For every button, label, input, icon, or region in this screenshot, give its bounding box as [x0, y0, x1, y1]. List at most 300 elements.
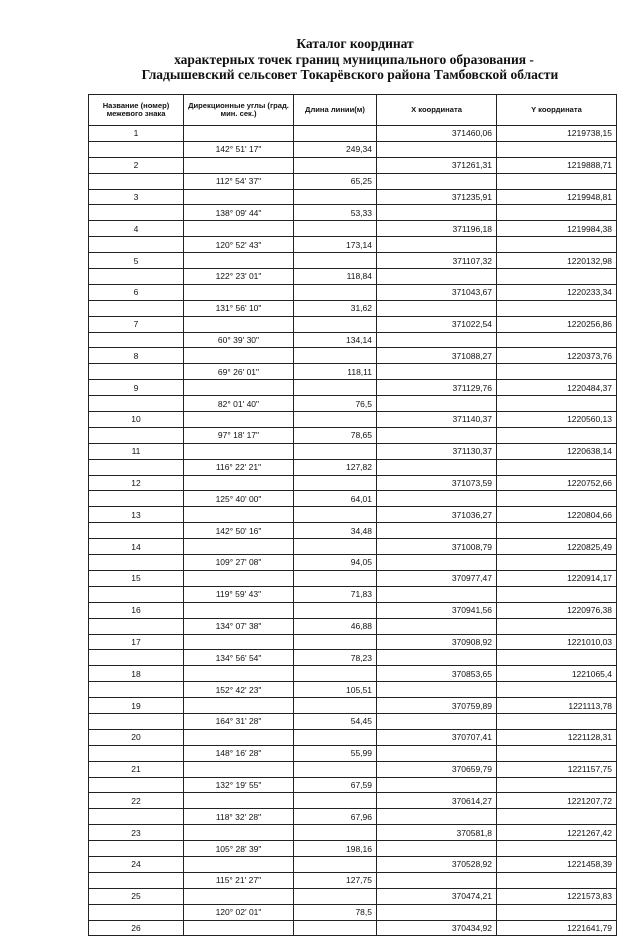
empty-cell [184, 729, 294, 745]
empty-cell [377, 332, 497, 348]
x-coordinate: 370759,89 [377, 698, 497, 714]
x-coordinate: 370977,47 [377, 570, 497, 586]
y-coordinate: 1220560,13 [497, 412, 617, 428]
empty-cell [497, 396, 617, 412]
point-name: 24 [89, 856, 184, 872]
x-coordinate: 370659,79 [377, 761, 497, 777]
x-coordinate: 371129,76 [377, 380, 497, 396]
line-length: 127,75 [294, 872, 377, 888]
x-coordinate: 370941,56 [377, 602, 497, 618]
point-name: 14 [89, 539, 184, 555]
segment-row [89, 713, 617, 729]
y-coordinate: 1219948,81 [497, 189, 617, 205]
empty-cell [89, 523, 184, 539]
point-row [89, 698, 617, 714]
empty-cell [497, 300, 617, 316]
empty-cell [89, 141, 184, 157]
segment-row [89, 682, 617, 698]
empty-cell [497, 555, 617, 571]
empty-cell [89, 173, 184, 189]
y-coordinate: 1219738,15 [497, 126, 617, 142]
empty-cell [184, 189, 294, 205]
empty-cell [184, 666, 294, 682]
empty-cell [497, 777, 617, 793]
x-coordinate: 370908,92 [377, 634, 497, 650]
line-length: 118,11 [294, 364, 377, 380]
line-length: 173,14 [294, 237, 377, 253]
point-name: 23 [89, 825, 184, 841]
empty-cell [377, 872, 497, 888]
y-coordinate: 1220132,98 [497, 253, 617, 269]
table-body [89, 126, 617, 936]
empty-cell [89, 427, 184, 443]
point-row [89, 825, 617, 841]
empty-cell [184, 348, 294, 364]
empty-cell [294, 856, 377, 872]
line-length: 55,99 [294, 745, 377, 761]
point-name: 19 [89, 698, 184, 714]
point-name: 1 [89, 126, 184, 142]
segment-row [89, 745, 617, 761]
segment-row [89, 777, 617, 793]
y-coordinate: 1220638,14 [497, 443, 617, 459]
segment-row [89, 237, 617, 253]
empty-cell [497, 141, 617, 157]
directional-angle: 134° 56' 54" [184, 650, 294, 666]
segment-row [89, 555, 617, 571]
y-coordinate: 1219984,38 [497, 221, 617, 237]
x-coordinate: 370434,92 [377, 920, 497, 936]
line-length: 78,23 [294, 650, 377, 666]
empty-cell [184, 920, 294, 936]
line-length: 134,14 [294, 332, 377, 348]
empty-cell [294, 348, 377, 364]
y-coordinate: 1220825,49 [497, 539, 617, 555]
point-name: 18 [89, 666, 184, 682]
empty-cell [497, 713, 617, 729]
empty-cell [294, 284, 377, 300]
directional-angle: 131° 56' 10" [184, 300, 294, 316]
line-length: 105,51 [294, 682, 377, 698]
point-name: 26 [89, 920, 184, 936]
coordinate-catalog-table [88, 94, 617, 936]
empty-cell [497, 269, 617, 285]
directional-angle: 164° 31' 28" [184, 713, 294, 729]
point-row [89, 126, 617, 142]
line-length: 78,5 [294, 904, 377, 920]
x-coordinate: 370528,92 [377, 856, 497, 872]
empty-cell [184, 793, 294, 809]
point-name: 15 [89, 570, 184, 586]
empty-cell [497, 618, 617, 634]
point-row [89, 888, 617, 904]
directional-angle: 105° 28' 39" [184, 841, 294, 857]
empty-cell [377, 141, 497, 157]
empty-cell [89, 269, 184, 285]
empty-cell [497, 237, 617, 253]
empty-cell [497, 427, 617, 443]
segment-row [89, 396, 617, 412]
directional-angle: 142° 50' 16" [184, 523, 294, 539]
empty-cell [294, 698, 377, 714]
line-length: 54,45 [294, 713, 377, 729]
y-coordinate: 1220256,86 [497, 316, 617, 332]
x-coordinate: 371073,59 [377, 475, 497, 491]
empty-cell [184, 253, 294, 269]
point-row [89, 920, 617, 936]
point-row [89, 348, 617, 364]
directional-angle: 119° 59' 43" [184, 586, 294, 602]
empty-cell [377, 618, 497, 634]
empty-cell [89, 459, 184, 475]
empty-cell [497, 459, 617, 475]
point-row [89, 856, 617, 872]
line-length: 118,84 [294, 269, 377, 285]
y-coordinate: 1221010,03 [497, 634, 617, 650]
y-coordinate: 1221128,31 [497, 729, 617, 745]
y-coordinate: 1221113,78 [497, 698, 617, 714]
point-row [89, 507, 617, 523]
point-row [89, 475, 617, 491]
empty-cell [184, 856, 294, 872]
empty-cell [89, 364, 184, 380]
y-coordinate: 1220914,17 [497, 570, 617, 586]
line-length: 198,16 [294, 841, 377, 857]
point-name: 20 [89, 729, 184, 745]
directional-angle: 120° 02' 01" [184, 904, 294, 920]
y-coordinate: 1220373,76 [497, 348, 617, 364]
empty-cell [184, 761, 294, 777]
line-length: 76,5 [294, 396, 377, 412]
y-coordinate: 1220752,66 [497, 475, 617, 491]
x-coordinate: 371140,37 [377, 412, 497, 428]
empty-cell [89, 300, 184, 316]
x-coordinate: 370474,21 [377, 888, 497, 904]
segment-row [89, 523, 617, 539]
point-name: 17 [89, 634, 184, 650]
empty-cell [294, 570, 377, 586]
x-coordinate: 371235,91 [377, 189, 497, 205]
directional-angle: 118° 32' 28" [184, 809, 294, 825]
x-coordinate: 370853,65 [377, 666, 497, 682]
segment-row [89, 269, 617, 285]
empty-cell [184, 221, 294, 237]
empty-cell [497, 809, 617, 825]
line-length: 67,96 [294, 809, 377, 825]
segment-row [89, 491, 617, 507]
header-y-coordinate: Y координата [497, 95, 617, 126]
empty-cell [377, 427, 497, 443]
point-row [89, 412, 617, 428]
empty-cell [497, 523, 617, 539]
segment-row [89, 904, 617, 920]
empty-cell [377, 459, 497, 475]
line-length: 78,65 [294, 427, 377, 443]
x-coordinate: 370614,27 [377, 793, 497, 809]
directional-angle: 112° 54' 37" [184, 173, 294, 189]
point-row [89, 157, 617, 173]
empty-cell [294, 729, 377, 745]
segment-row [89, 332, 617, 348]
point-row [89, 284, 617, 300]
header-directional-angles: Дирекционные углы (град. мин. сек.) [184, 95, 294, 126]
point-row [89, 729, 617, 745]
empty-cell [184, 634, 294, 650]
directional-angle: 120° 52' 43" [184, 237, 294, 253]
y-coordinate: 1221065,4 [497, 666, 617, 682]
empty-cell [294, 507, 377, 523]
point-name: 16 [89, 602, 184, 618]
empty-cell [89, 237, 184, 253]
directional-angle: 109° 27' 08" [184, 555, 294, 571]
x-coordinate: 371107,32 [377, 253, 497, 269]
empty-cell [294, 825, 377, 841]
y-coordinate: 1220976,38 [497, 602, 617, 618]
empty-cell [497, 872, 617, 888]
title-line-2: характерных точек границ муниципального образования - [174, 51, 534, 67]
empty-cell [294, 475, 377, 491]
empty-cell [377, 682, 497, 698]
document-title [60, 36, 640, 83]
point-name: 22 [89, 793, 184, 809]
empty-cell [377, 555, 497, 571]
empty-cell [377, 586, 497, 602]
point-row [89, 602, 617, 618]
y-coordinate: 1221573,83 [497, 888, 617, 904]
directional-angle: 152° 42' 23" [184, 682, 294, 698]
empty-cell [184, 825, 294, 841]
line-length: 94,05 [294, 555, 377, 571]
empty-cell [184, 157, 294, 173]
empty-cell [89, 841, 184, 857]
empty-cell [294, 316, 377, 332]
empty-cell [497, 586, 617, 602]
segment-row [89, 141, 617, 157]
segment-row [89, 300, 617, 316]
point-name: 11 [89, 443, 184, 459]
point-name: 10 [89, 412, 184, 428]
line-length: 67,59 [294, 777, 377, 793]
x-coordinate: 371008,79 [377, 539, 497, 555]
line-length: 53,33 [294, 205, 377, 221]
directional-angle: 69° 26' 01" [184, 364, 294, 380]
directional-angle: 148° 16' 28" [184, 745, 294, 761]
table-header-row [89, 95, 617, 126]
empty-cell [184, 570, 294, 586]
empty-cell [377, 777, 497, 793]
empty-cell [497, 173, 617, 189]
empty-cell [89, 650, 184, 666]
empty-cell [294, 126, 377, 142]
line-length: 31,62 [294, 300, 377, 316]
point-name: 5 [89, 253, 184, 269]
empty-cell [184, 316, 294, 332]
empty-cell [294, 761, 377, 777]
directional-angle: 97° 18' 17" [184, 427, 294, 443]
empty-cell [89, 555, 184, 571]
line-length: 127,82 [294, 459, 377, 475]
empty-cell [377, 396, 497, 412]
empty-cell [89, 618, 184, 634]
empty-cell [89, 205, 184, 221]
empty-cell [184, 412, 294, 428]
empty-cell [89, 777, 184, 793]
segment-row [89, 459, 617, 475]
empty-cell [294, 920, 377, 936]
empty-cell [497, 745, 617, 761]
empty-cell [497, 682, 617, 698]
title-line-3: Гладышевский сельсовет Токарёвского района Тамбовской области [141, 67, 559, 82]
empty-cell [294, 666, 377, 682]
segment-row [89, 650, 617, 666]
empty-cell [377, 300, 497, 316]
empty-cell [89, 491, 184, 507]
empty-cell [377, 237, 497, 253]
x-coordinate: 371036,27 [377, 507, 497, 523]
y-coordinate: 1221458,39 [497, 856, 617, 872]
point-row [89, 570, 617, 586]
y-coordinate: 1220804,66 [497, 507, 617, 523]
empty-cell [294, 380, 377, 396]
directional-angle: 132° 19' 55" [184, 777, 294, 793]
empty-cell [184, 602, 294, 618]
x-coordinate: 371261,31 [377, 157, 497, 173]
point-row [89, 189, 617, 205]
empty-cell [294, 602, 377, 618]
y-coordinate: 1219888,71 [497, 157, 617, 173]
line-length: 71,83 [294, 586, 377, 602]
empty-cell [377, 205, 497, 221]
segment-row [89, 427, 617, 443]
empty-cell [497, 364, 617, 380]
empty-cell [89, 809, 184, 825]
title-line-1: Каталог координат [296, 36, 414, 51]
empty-cell [184, 284, 294, 300]
x-coordinate: 370707,41 [377, 729, 497, 745]
empty-cell [294, 539, 377, 555]
empty-cell [89, 713, 184, 729]
empty-cell [89, 872, 184, 888]
segment-row [89, 205, 617, 221]
segment-row [89, 809, 617, 825]
empty-cell [377, 904, 497, 920]
point-row [89, 253, 617, 269]
point-name: 6 [89, 284, 184, 300]
empty-cell [294, 221, 377, 237]
empty-cell [497, 841, 617, 857]
point-row [89, 634, 617, 650]
point-name: 12 [89, 475, 184, 491]
empty-cell [89, 396, 184, 412]
point-name: 13 [89, 507, 184, 523]
empty-cell [497, 904, 617, 920]
directional-angle: 138° 09' 44" [184, 205, 294, 221]
point-name: 8 [89, 348, 184, 364]
x-coordinate: 371043,67 [377, 284, 497, 300]
line-length: 65,25 [294, 173, 377, 189]
segment-row [89, 173, 617, 189]
empty-cell [294, 412, 377, 428]
empty-cell [184, 126, 294, 142]
point-row [89, 443, 617, 459]
empty-cell [497, 332, 617, 348]
line-length: 34,48 [294, 523, 377, 539]
y-coordinate: 1220484,37 [497, 380, 617, 396]
empty-cell [89, 332, 184, 348]
empty-cell [497, 491, 617, 507]
empty-cell [294, 888, 377, 904]
empty-cell [184, 443, 294, 459]
segment-row [89, 586, 617, 602]
empty-cell [377, 809, 497, 825]
empty-cell [377, 713, 497, 729]
empty-cell [377, 269, 497, 285]
line-length: 64,01 [294, 491, 377, 507]
directional-angle: 115° 21' 27" [184, 872, 294, 888]
segment-row [89, 841, 617, 857]
point-name: 2 [89, 157, 184, 173]
empty-cell [184, 539, 294, 555]
point-row [89, 539, 617, 555]
empty-cell [184, 698, 294, 714]
empty-cell [377, 745, 497, 761]
point-name: 25 [89, 888, 184, 904]
directional-angle: 125° 40' 00" [184, 491, 294, 507]
point-row [89, 380, 617, 396]
y-coordinate: 1221157,75 [497, 761, 617, 777]
point-name: 7 [89, 316, 184, 332]
empty-cell [184, 507, 294, 523]
segment-row [89, 618, 617, 634]
directional-angle: 82° 01' 40" [184, 396, 294, 412]
point-name: 3 [89, 189, 184, 205]
y-coordinate: 1221267,42 [497, 825, 617, 841]
empty-cell [294, 253, 377, 269]
empty-cell [377, 364, 497, 380]
empty-cell [89, 745, 184, 761]
empty-cell [89, 904, 184, 920]
header-point-name: Название (номер) межевого знака [89, 95, 184, 126]
point-name: 21 [89, 761, 184, 777]
y-coordinate: 1221207,72 [497, 793, 617, 809]
empty-cell [497, 205, 617, 221]
segment-row [89, 872, 617, 888]
x-coordinate: 371196,18 [377, 221, 497, 237]
segment-row [89, 364, 617, 380]
directional-angle: 122° 23' 01" [184, 269, 294, 285]
y-coordinate: 1220233,34 [497, 284, 617, 300]
point-row [89, 316, 617, 332]
header-line-length: Длина линии(м) [294, 95, 377, 126]
x-coordinate: 371022,54 [377, 316, 497, 332]
line-length: 249,34 [294, 141, 377, 157]
empty-cell [294, 189, 377, 205]
point-name: 4 [89, 221, 184, 237]
x-coordinate: 371460,06 [377, 126, 497, 142]
empty-cell [294, 443, 377, 459]
point-row [89, 221, 617, 237]
directional-angle: 142° 51' 17" [184, 141, 294, 157]
empty-cell [497, 650, 617, 666]
point-row [89, 666, 617, 682]
x-coordinate: 371088,27 [377, 348, 497, 364]
directional-angle: 134° 07' 38" [184, 618, 294, 634]
empty-cell [184, 888, 294, 904]
empty-cell [377, 523, 497, 539]
empty-cell [184, 475, 294, 491]
empty-cell [377, 173, 497, 189]
empty-cell [377, 841, 497, 857]
